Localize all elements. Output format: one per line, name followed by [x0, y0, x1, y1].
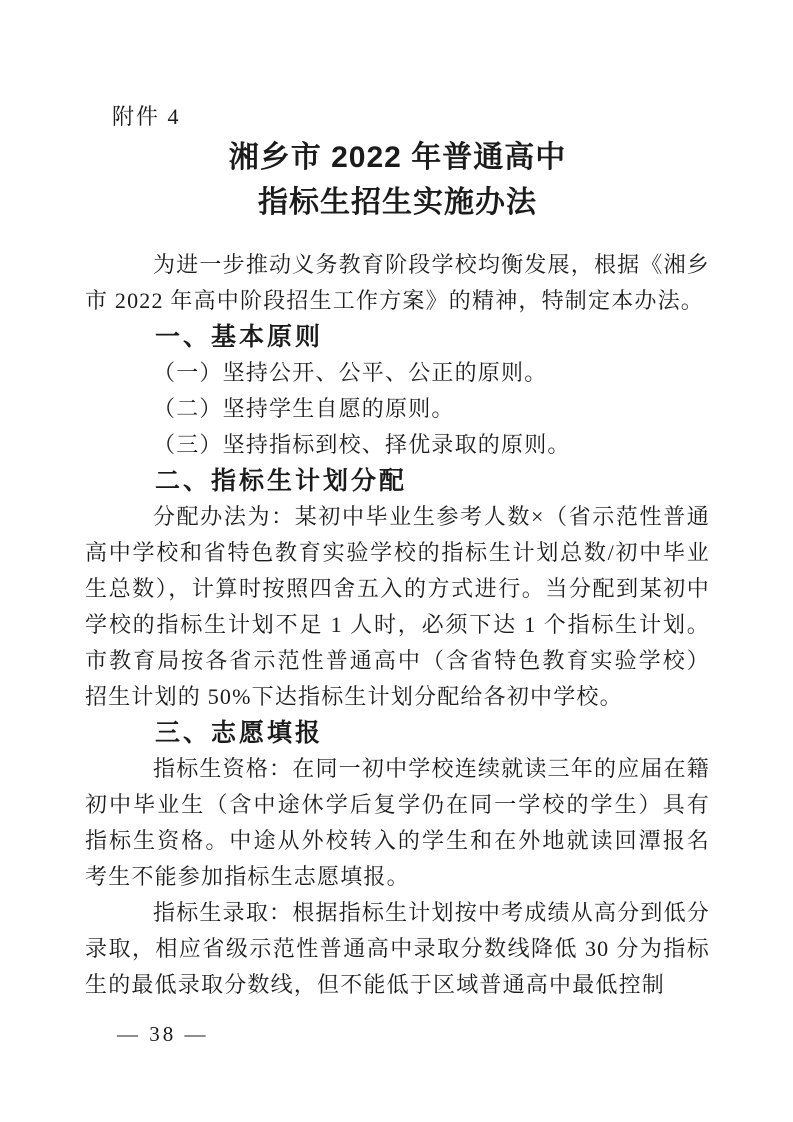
attachment-label: 附件 4 — [112, 104, 181, 129]
section-heading-quota-allocation: 二、指标生计划分配 — [155, 467, 408, 495]
principle-item-1: （一）坚持公开、公平、公正的原则。 — [153, 360, 548, 385]
eligibility-paragraph: 指标生资格：在同一初中学校连续就读三年的应届在籍初中毕业生（含中途休学后复学仍在同一学校的学生）具有指标生资格。中途从外校转入的学生和在外地就读回潭报名考生不能参加指标生志愿填报。 — [85, 756, 710, 889]
section-heading-application: 三、志愿填报 — [155, 719, 324, 747]
principle-item-3: （三）坚持指标到校、择优录取的原则。 — [153, 432, 571, 457]
document-title — [85, 135, 710, 225]
document-title-line-1: 湘乡市 2022 年普通高中 — [228, 141, 567, 174]
document-body — [85, 247, 710, 1003]
allocation-method-paragraph: 分配办法为：某初中毕业生参考人数×（省示范性普通高中学校和省特色教育实验学校的指标生计划总数/初中毕业生总数），计算时按照四舍五入的方式进行。当分配到某初中学校的指标生计划不足 1 人时，必须下达 1 个指标生计划。市教育局按各省示范性普通高中（含省特色教育实验学校）招生计划的 50%下达指标生计划分配给各初中学校。 — [85, 504, 710, 709]
intro-paragraph: 为进一步推动义务教育阶段学校均衡发展，根据《湘乡市 2022 年高中阶段招生工作方案》的精神，特制定本办法。 — [85, 252, 710, 313]
document-title-line-2: 指标生招生实施办法 — [258, 186, 537, 219]
admission-paragraph: 指标生录取：根据指标生计划按中考成绩从高分到低分录取，相应省级示范性普通高中录取分数线降低 30 分为指标生的最低录取分数线，但不能低于区域普通高中最低控制 — [85, 900, 710, 997]
section-heading-basic-principles: 一、基本原则 — [155, 323, 324, 351]
principle-item-2: （二）坚持学生自愿的原则。 — [153, 396, 455, 421]
page-number: — 38 — — [117, 1022, 209, 1046]
